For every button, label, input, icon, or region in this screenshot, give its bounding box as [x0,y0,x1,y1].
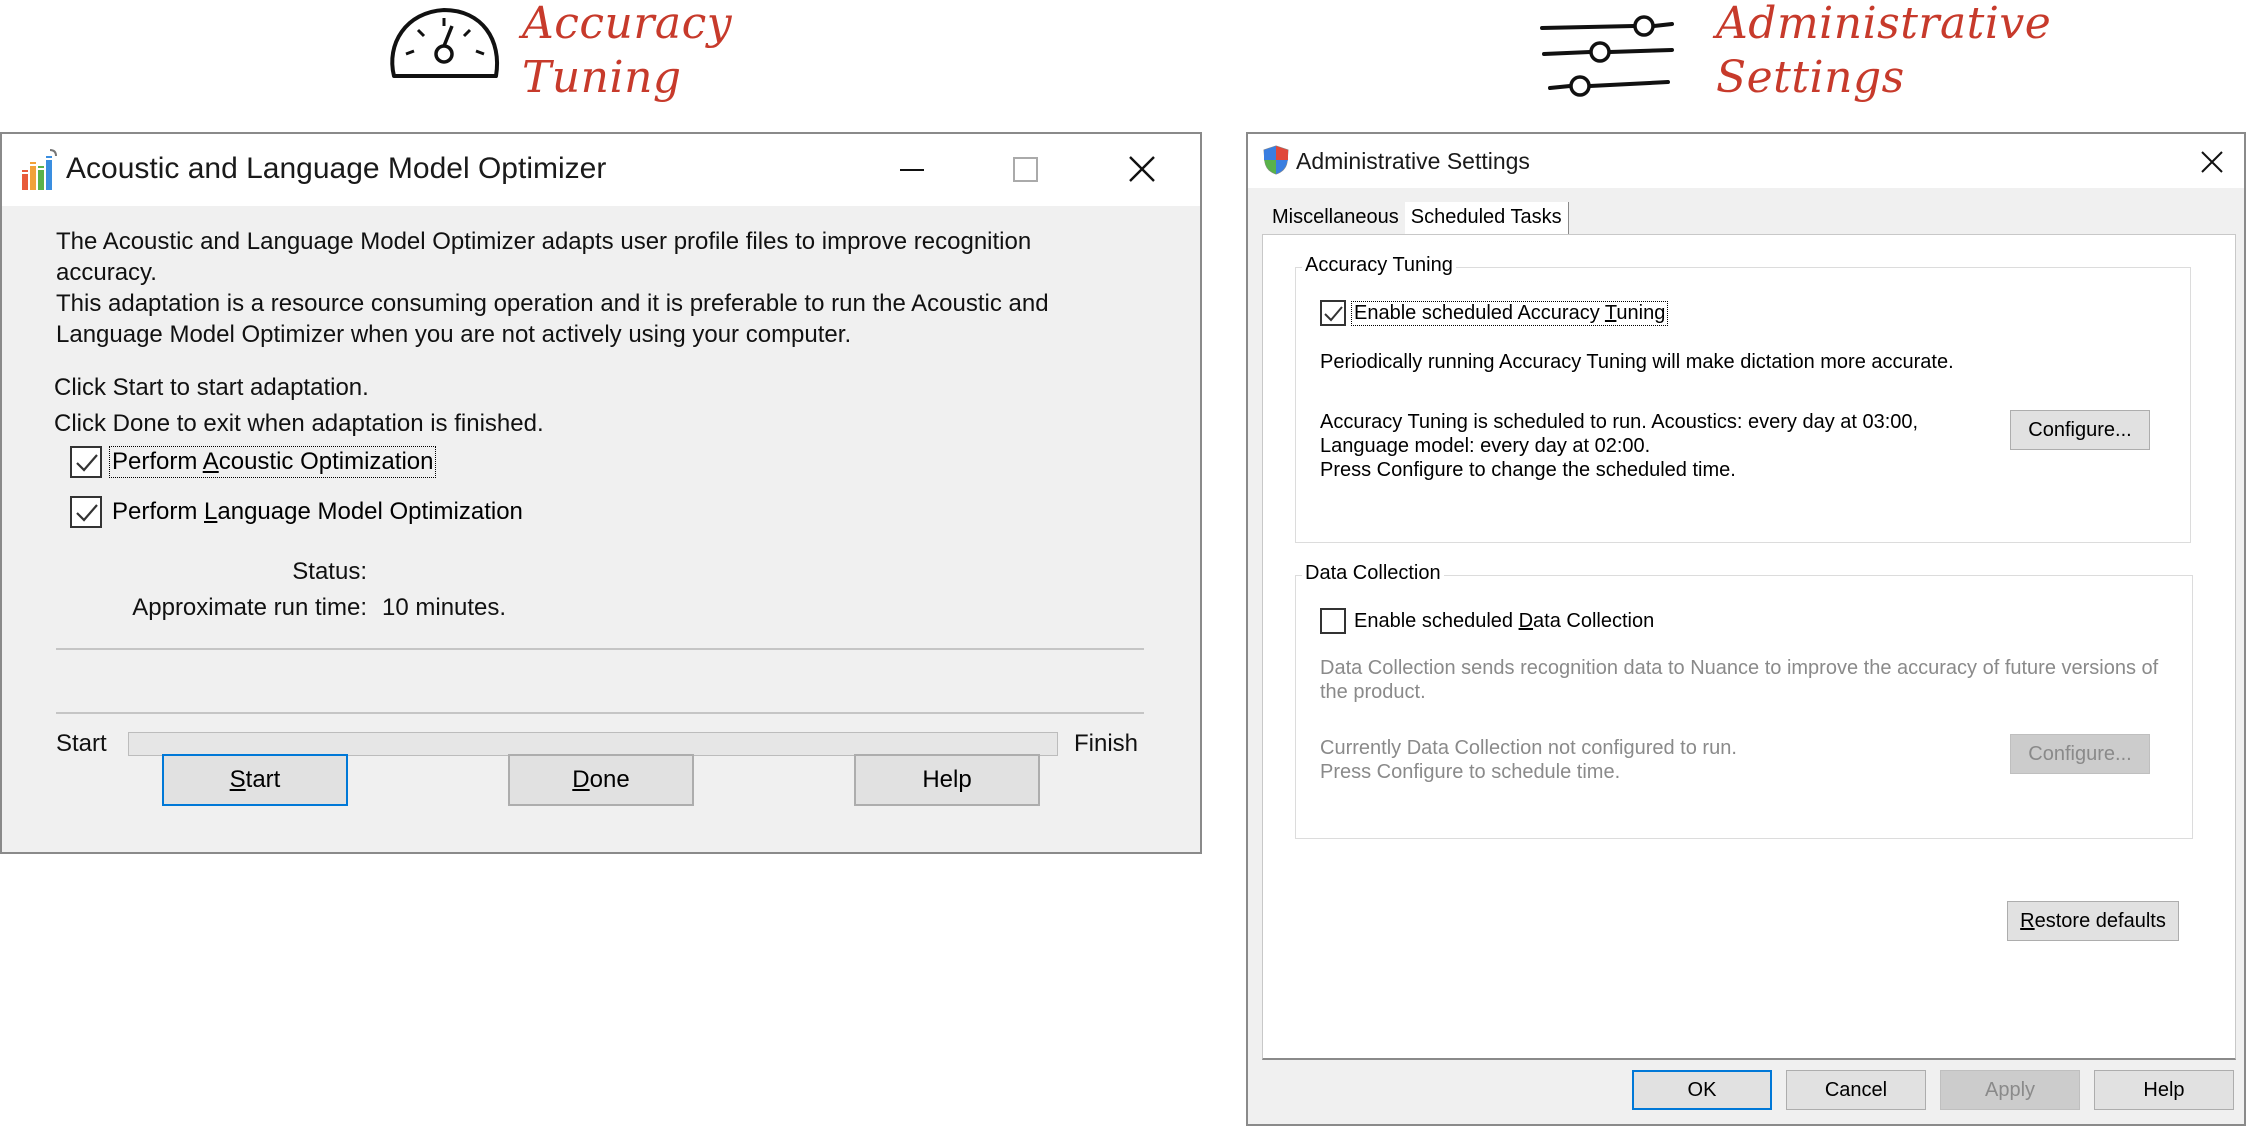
accuracy-tuning-group [1295,254,2191,543]
shield-icon [1262,144,1290,176]
close-button[interactable] [1112,146,1172,194]
separator-top [56,648,1144,650]
check-icon [75,502,99,524]
progress-finish-label: Finish [1074,730,1139,757]
scheduled-tasks-panel [1262,234,2236,1060]
close-icon [2192,142,2232,182]
annotation-admin-line1: Administrative [1716,0,2052,49]
done-button[interactable]: D one [508,754,694,806]
annotation-accuracy-line2: Tuning [522,52,682,103]
data-collection-configure-button[interactable]: Configure... [2010,734,2150,774]
enable-accuracy-tuning-label: Enable scheduled Accuracy Tuning [1354,301,1666,324]
admin-title: Administrative Settings [1296,148,1530,174]
instruction-done: Click Done to exit when adaptation is finished. [54,410,544,437]
runtime-value: 10 minutes. [382,594,507,621]
progress-start-label: Start [56,730,107,757]
enable-accuracy-tuning-checkbox[interactable] [1320,300,1346,326]
acoustic-optimization-option[interactable] [70,446,435,478]
check-icon [1324,305,1344,323]
optimizer-titlebar[interactable] [2,134,1200,206]
close-icon [1112,146,1172,194]
runtime-label: Approximate run time: [132,594,367,621]
start-button[interactable]: S tart [162,754,348,806]
restore-defaults-button[interactable]: R estore defaults [2007,901,2179,941]
admin-help-button[interactable]: Help [2094,1070,2234,1110]
maximize-icon [996,146,1056,194]
sliders-icon [1540,8,1680,100]
admin-close-button[interactable] [2192,142,2232,182]
language-optimization-label: Perform Language Model Optimization [112,498,523,525]
minimize-icon [882,146,942,194]
enable-accuracy-tuning-option[interactable] [1320,300,1667,326]
data-collection-group [1295,562,2193,839]
help-button[interactable]: Help [854,754,1040,806]
acoustic-optimization-label: Perform Acoustic Optimization [112,448,434,475]
accuracy-tuning-title: Accuracy Tuning [1302,254,1456,277]
optimizer-window [0,132,1202,854]
admin-titlebar[interactable] [1248,134,2244,188]
separator-mid [56,712,1144,714]
check-icon [75,452,99,474]
minimize-button[interactable] [882,146,942,194]
tab-miscellaneous[interactable]: Miscellaneous [1272,206,1399,228]
ok-button[interactable]: OK [1632,1070,1772,1110]
progress-bar [128,732,1058,756]
acoustic-optimization-checkbox[interactable] [70,446,102,478]
language-optimization-checkbox[interactable] [70,496,102,528]
accuracy-configure-button[interactable]: Configure... [2010,410,2150,450]
enable-data-collection-label: Enable scheduled Data Collection [1354,609,1655,632]
cancel-button[interactable]: Cancel [1786,1070,1926,1110]
annotation-accuracy-line1: Accuracy [522,0,733,49]
accuracy-tuning-schedule: Accuracy Tuning is scheduled to run. Acoustics: every day at 03:00, Language model: every day at 02:00. Press Configure to change the scheduled time. [1320,411,1919,481]
data-collection-title: Data Collection [1302,562,1444,585]
enable-data-collection-option[interactable] [1320,608,1656,634]
enable-data-collection-checkbox[interactable] [1320,608,1346,634]
speedometer-icon [386,4,504,86]
tab-strip [1266,202,1569,236]
apply-button[interactable]: Apply [1940,1070,2080,1110]
accuracy-tuning-info: Periodically running Accuracy Tuning will make dictation more accurate. [1320,351,1954,373]
optimizer-title: Acoustic and Language Model Optimizer [66,152,607,185]
instruction-start: Click Start to start adaptation. [54,374,369,401]
admin-settings-window [1246,132,2246,1126]
annotation-admin-line2: Settings [1716,52,1905,103]
language-optimization-option[interactable] [70,496,525,528]
description: The Acoustic and Language Model Optimizer adapts user profile files to improve recognition accuracy. This adaptation is a resource consuming operation and it is preferable to run the Acoustic and Language Model Optimizer when you are not actively using your computer. [56,228,1049,348]
maximize-button[interactable] [996,146,1056,194]
status-label: Status: [292,558,367,585]
equalizer-icon [20,148,60,192]
data-collection-info: Data Collection sends recognition data to Nuance to improve the accuracy of future versions of the product. [1320,657,2159,703]
data-collection-schedule: Currently Data Collection not configured to run. Press Configure to schedule time. [1320,737,1737,783]
tab-scheduled-tasks[interactable]: Scheduled Tasks [1405,202,1569,236]
